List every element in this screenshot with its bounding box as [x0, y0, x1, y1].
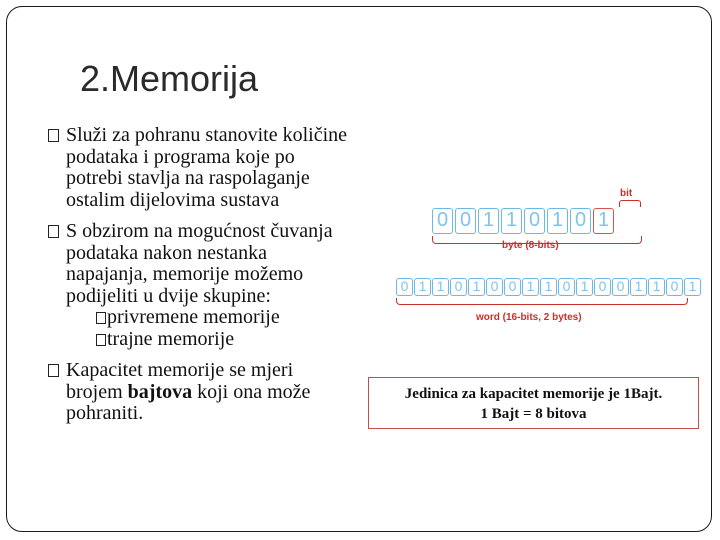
- word-bit-cell: 0: [666, 278, 683, 296]
- sub-bullet-item: [66, 307, 348, 329]
- bullet-box-icon: [48, 129, 59, 142]
- word-bit-cell: 1: [630, 278, 647, 296]
- slide-title: 2.Memorija: [80, 58, 259, 99]
- word-label: word (16-bits, 2 bytes): [476, 312, 582, 323]
- word-bit-cell: 1: [684, 278, 701, 296]
- sub-bullet-item: [66, 329, 348, 351]
- word-bit-cell: 0: [450, 278, 467, 296]
- word-bit-cell: 1: [414, 278, 431, 296]
- word-bit-cell: 0: [504, 278, 521, 296]
- bullet-text-bold: bajtova: [127, 380, 193, 403]
- sub-bullet-text: trajne memorije: [107, 327, 235, 350]
- word-bit-cell: 1: [522, 278, 539, 296]
- bullet-text: S obzirom na mogućnost čuvanja podataka nakon nestanka napajanja, memorije možemo podijeliti u dvije skupine:: [66, 220, 333, 307]
- word-row: [396, 278, 701, 296]
- word-bit-cell: 0: [396, 278, 413, 296]
- callout-line-1: Jedinica za kapacitet memorije je 1Bajt.: [404, 386, 663, 402]
- word-bit-cell: 1: [468, 278, 485, 296]
- byte-row: [432, 208, 614, 234]
- byte-bit-cell: 0: [570, 208, 591, 234]
- byte-bit-cell: 1: [478, 208, 499, 234]
- bit-byte-word-diagram: [392, 184, 697, 334]
- bullet-text: Služi za pohranu stanovite količine podataka i programa koje po potrebi stavlja na raspolaganje ostalim dijelovima sustava: [66, 124, 348, 211]
- bullet-text-after: koji ona može pohraniti.: [66, 380, 311, 424]
- sub-bullet-text: privremene memorije: [107, 306, 280, 328]
- bullet-item: [48, 221, 348, 350]
- byte-bit-cell: 1: [501, 208, 522, 234]
- byte-label: byte (8-bits): [502, 240, 559, 251]
- byte-bit-cell: 0: [432, 208, 453, 234]
- bullet-item: [48, 125, 348, 211]
- word-bracket: [396, 298, 688, 305]
- word-bit-cell: 1: [432, 278, 449, 296]
- bullet-text-before: Kapacitet memorije se mjeri brojem: [66, 359, 294, 403]
- bullet-box-icon: [48, 225, 59, 238]
- capacity-callout-box: [368, 377, 699, 429]
- word-bit-cell: 0: [594, 278, 611, 296]
- word-bit-cell: 0: [558, 278, 575, 296]
- byte-bit-cell: 0: [524, 208, 545, 234]
- bullet-box-icon: [48, 364, 59, 377]
- bullet-item: [48, 360, 348, 425]
- word-bit-cell: 1: [540, 278, 557, 296]
- bit-bracket: [619, 200, 641, 207]
- byte-bit-cell: 1: [547, 208, 568, 234]
- byte-bit-cell: 1: [593, 208, 614, 234]
- sub-bullet-box-icon: [96, 334, 106, 346]
- word-bit-cell: 1: [648, 278, 665, 296]
- word-bit-cell: 0: [486, 278, 503, 296]
- sub-bullet-box-icon: [96, 312, 106, 324]
- word-bit-cell: 0: [612, 278, 629, 296]
- bit-label: bit: [620, 188, 633, 199]
- word-bit-cell: 1: [576, 278, 593, 296]
- callout-line-2: 1 Bajt = 8 bitova: [480, 406, 587, 422]
- byte-bit-cell: 0: [455, 208, 476, 234]
- bullet-list: [48, 125, 348, 435]
